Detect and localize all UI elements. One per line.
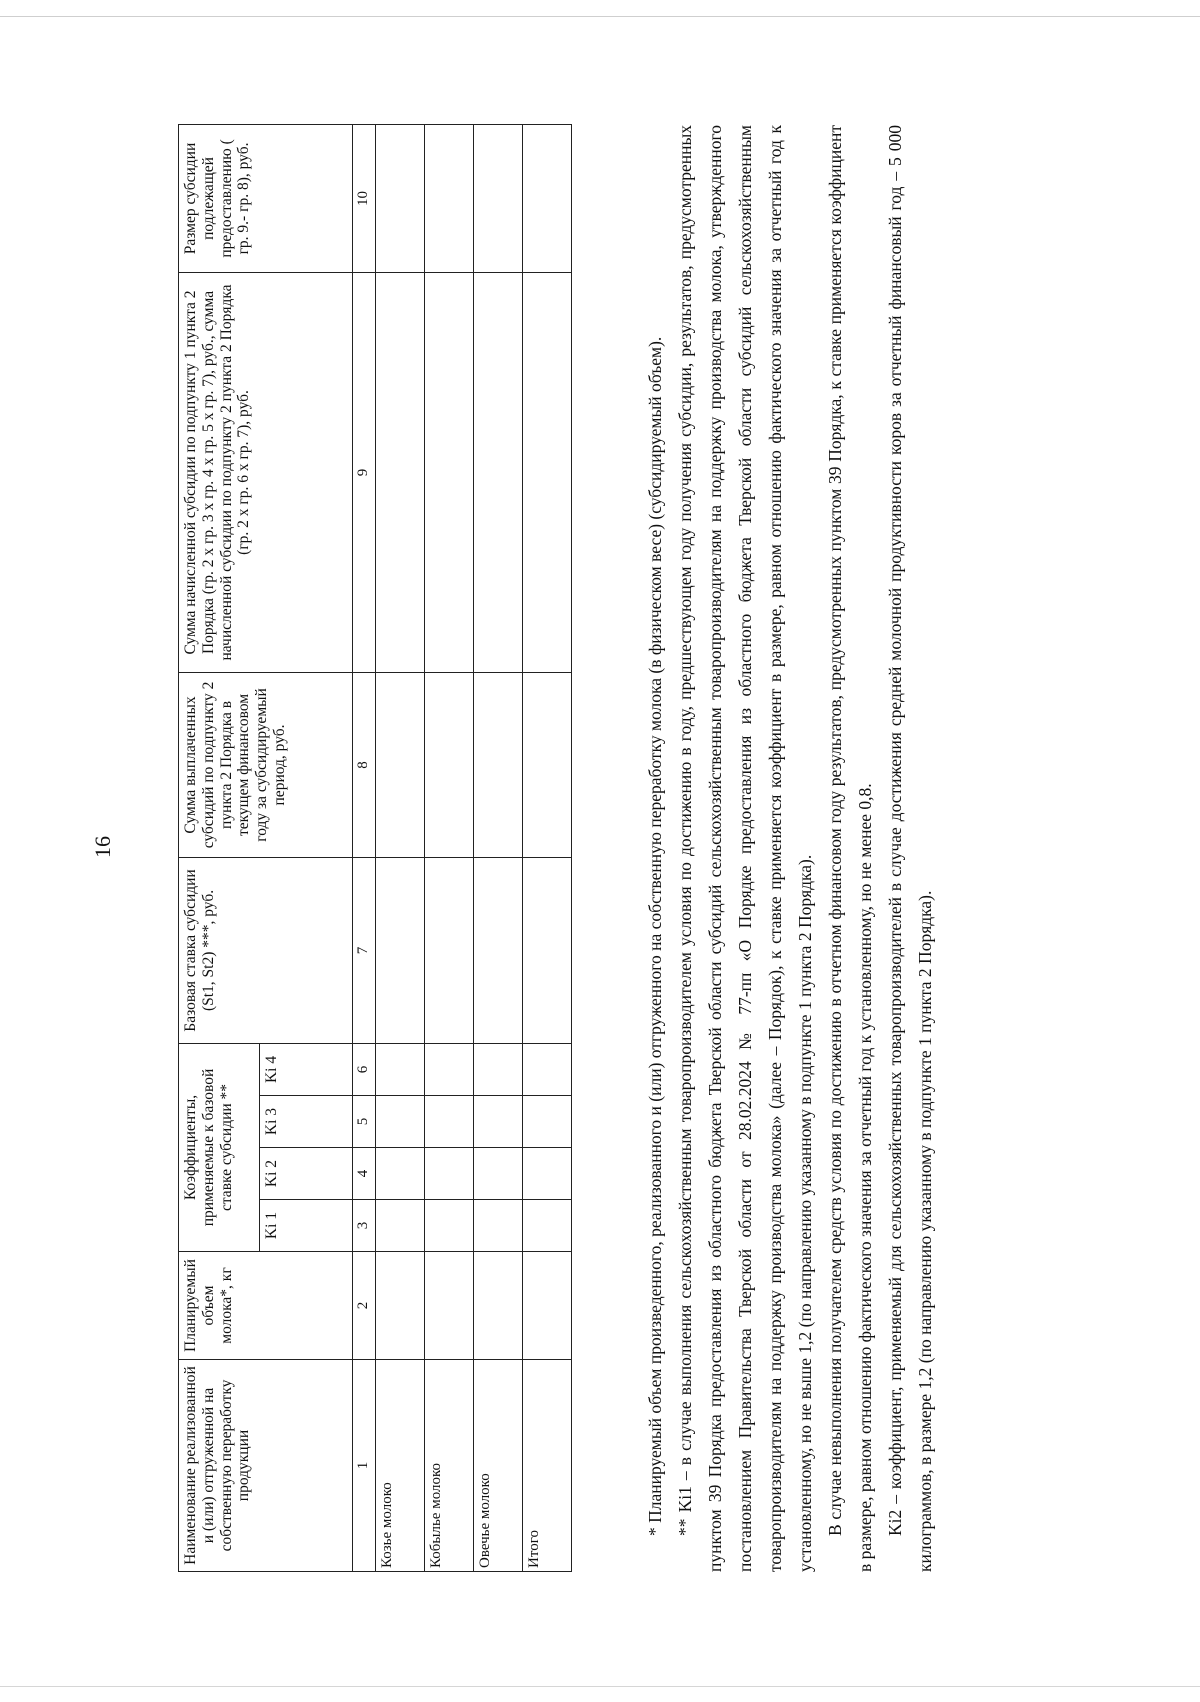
row-label: Козье молоко <box>376 1360 425 1572</box>
header-ki4: Ki 4 <box>260 1043 353 1095</box>
column-number: 4 <box>353 1148 376 1200</box>
header-volume: Планируемый объем молока*, кг <box>179 1252 353 1360</box>
footnote-ki1-failure: В случае невыполнения получателем средств условия по достижению в отчетном финансовом году результатов, предусмотренных пунктом 39 Порядка, к ставке применяется коэффициент в размере, равном отношению фактического значения за отчетный год к установленному, но не менее 0,8. <box>825 125 875 1572</box>
table-cell <box>376 272 425 672</box>
table-cell <box>376 124 425 272</box>
table-cell <box>474 672 523 857</box>
table-cell <box>376 1096 425 1148</box>
footnotes <box>640 125 940 1572</box>
table-cell <box>376 1043 425 1095</box>
column-number: 1 <box>353 1360 376 1572</box>
header-amount: Размер субсидии подлежащей предоставлению ( гр. 9.- гр. 8), руб. <box>179 124 353 272</box>
column-number: 5 <box>353 1096 376 1148</box>
subsidy-table <box>178 124 572 1572</box>
table-cell <box>376 1200 425 1252</box>
header-ki3: Ki 3 <box>260 1096 353 1148</box>
header-ki2: Ki 2 <box>260 1148 353 1200</box>
table-cell <box>474 857 523 1043</box>
header-rate: Базовая ставка субсидии (St1, St2) ***, руб. <box>179 857 353 1043</box>
header-paid: Сумма выплаченных субсидий по подпункту 2 пункта 2 Порядка в текущем финансовом году за субсидируемый период, руб. <box>179 672 353 857</box>
footnote-ki1: ** Ki1 – в случае выполнения сельскохозяйственным товаропроизводителем условия по достижению в году, предшествующем году получения субсидии, результатов, предусмотренных пунктом 39 Порядка предоставления из областного бюджета Тверской области субсидий сельскохозяйственным товаропроизводителям на поддержку производства молока, утвержденного постановлением Правительства Тверской области от 28.02.2024 № 77-пп «О Порядке предоставления из областного бюджета Тверской области субсидий сельскохозяйственным товаропроизводителям на поддержку производства молока» (далее – Порядок), к ставке применяется коэффициент в размере, равном отношению фактического значения за отчетный год к установленному, но не выше 1,2 (по направлению указанному в подпункте 1 пункта 2 Порядка). <box>675 125 815 1572</box>
table-cell <box>425 1252 474 1360</box>
table-cell <box>523 124 572 272</box>
table-cell <box>523 672 572 857</box>
column-number: 9 <box>353 272 376 672</box>
table-cell <box>376 1148 425 1200</box>
table-row <box>523 124 572 1571</box>
table-cell <box>474 1043 523 1095</box>
footnote-ki2: Ki2 – коэффициент, применяемый для сельскохозяйственных товаропроизводителей в случае достижения средней молочной продуктивности коров за отчетный финансовый год – 5 000 килограммов, в размере 1,2 (по направлению указанному в подпункте 1 пункта 2 Порядка). <box>885 125 935 1572</box>
row-label: Овечье молоко <box>474 1360 523 1572</box>
scan-edge-top <box>0 16 1200 17</box>
table-cell <box>425 1096 474 1148</box>
table-cell <box>523 857 572 1043</box>
scan-edge-bottom <box>0 1686 1200 1687</box>
table-cell <box>425 1043 474 1095</box>
header-name: Наименование реализованной и (или) отгруженной на собственную переработку продукции <box>179 1360 353 1572</box>
table-row <box>376 124 425 1571</box>
table-cell <box>376 672 425 857</box>
table-header-row <box>179 124 260 1571</box>
rotated-page-content <box>90 122 1060 1572</box>
table-cell <box>425 672 474 857</box>
table-cell <box>523 1148 572 1200</box>
header-accrued: Сумма начисленной субсидии по подпункту 1 пункта 2 Порядка (гр. 2 x гр. 3 x гр. 4 x гр. 5 x гр. 7), руб., сумма начисленной субсидии по подпункту 2 пункта 2 Порядка (гр. 2 x гр. 6 x гр. 7), руб. <box>179 272 353 672</box>
table-cell <box>425 1200 474 1252</box>
table-cell <box>523 272 572 672</box>
column-number-row <box>353 124 376 1571</box>
header-coefficients: Коэффициенты, применяемые к базовой ставке субсидии ** <box>179 1043 260 1251</box>
table-cell <box>474 1200 523 1252</box>
table-cell <box>474 124 523 272</box>
column-number: 2 <box>353 1252 376 1360</box>
table-cell <box>523 1252 572 1360</box>
column-number: 8 <box>353 672 376 857</box>
table-cell <box>376 857 425 1043</box>
row-label: Кобылье молоко <box>425 1360 474 1572</box>
table-cell <box>474 1148 523 1200</box>
table-cell <box>425 124 474 272</box>
column-number: 10 <box>353 124 376 272</box>
column-number: 3 <box>353 1200 376 1252</box>
table-cell <box>523 1043 572 1095</box>
table-cell <box>474 1252 523 1360</box>
table-cell <box>474 1096 523 1148</box>
table-cell <box>425 1148 474 1200</box>
page-number: 16 <box>90 836 115 858</box>
table-cell <box>376 1252 425 1360</box>
table-row <box>474 124 523 1571</box>
footnote-volume: * Планируемый объем произведенного, реализованного и (или) отгруженного на собственную переработку молока (в физическом весе) (субсидируемый объем). <box>645 336 665 1536</box>
table-cell <box>425 272 474 672</box>
table-cell <box>425 857 474 1043</box>
table-cell <box>523 1200 572 1252</box>
column-number: 7 <box>353 857 376 1043</box>
header-ki1: Ki 1 <box>260 1200 353 1252</box>
table-cell <box>474 272 523 672</box>
row-label: Итого <box>523 1360 572 1572</box>
table-cell <box>523 1096 572 1148</box>
table-row <box>425 124 474 1571</box>
column-number: 6 <box>353 1043 376 1095</box>
